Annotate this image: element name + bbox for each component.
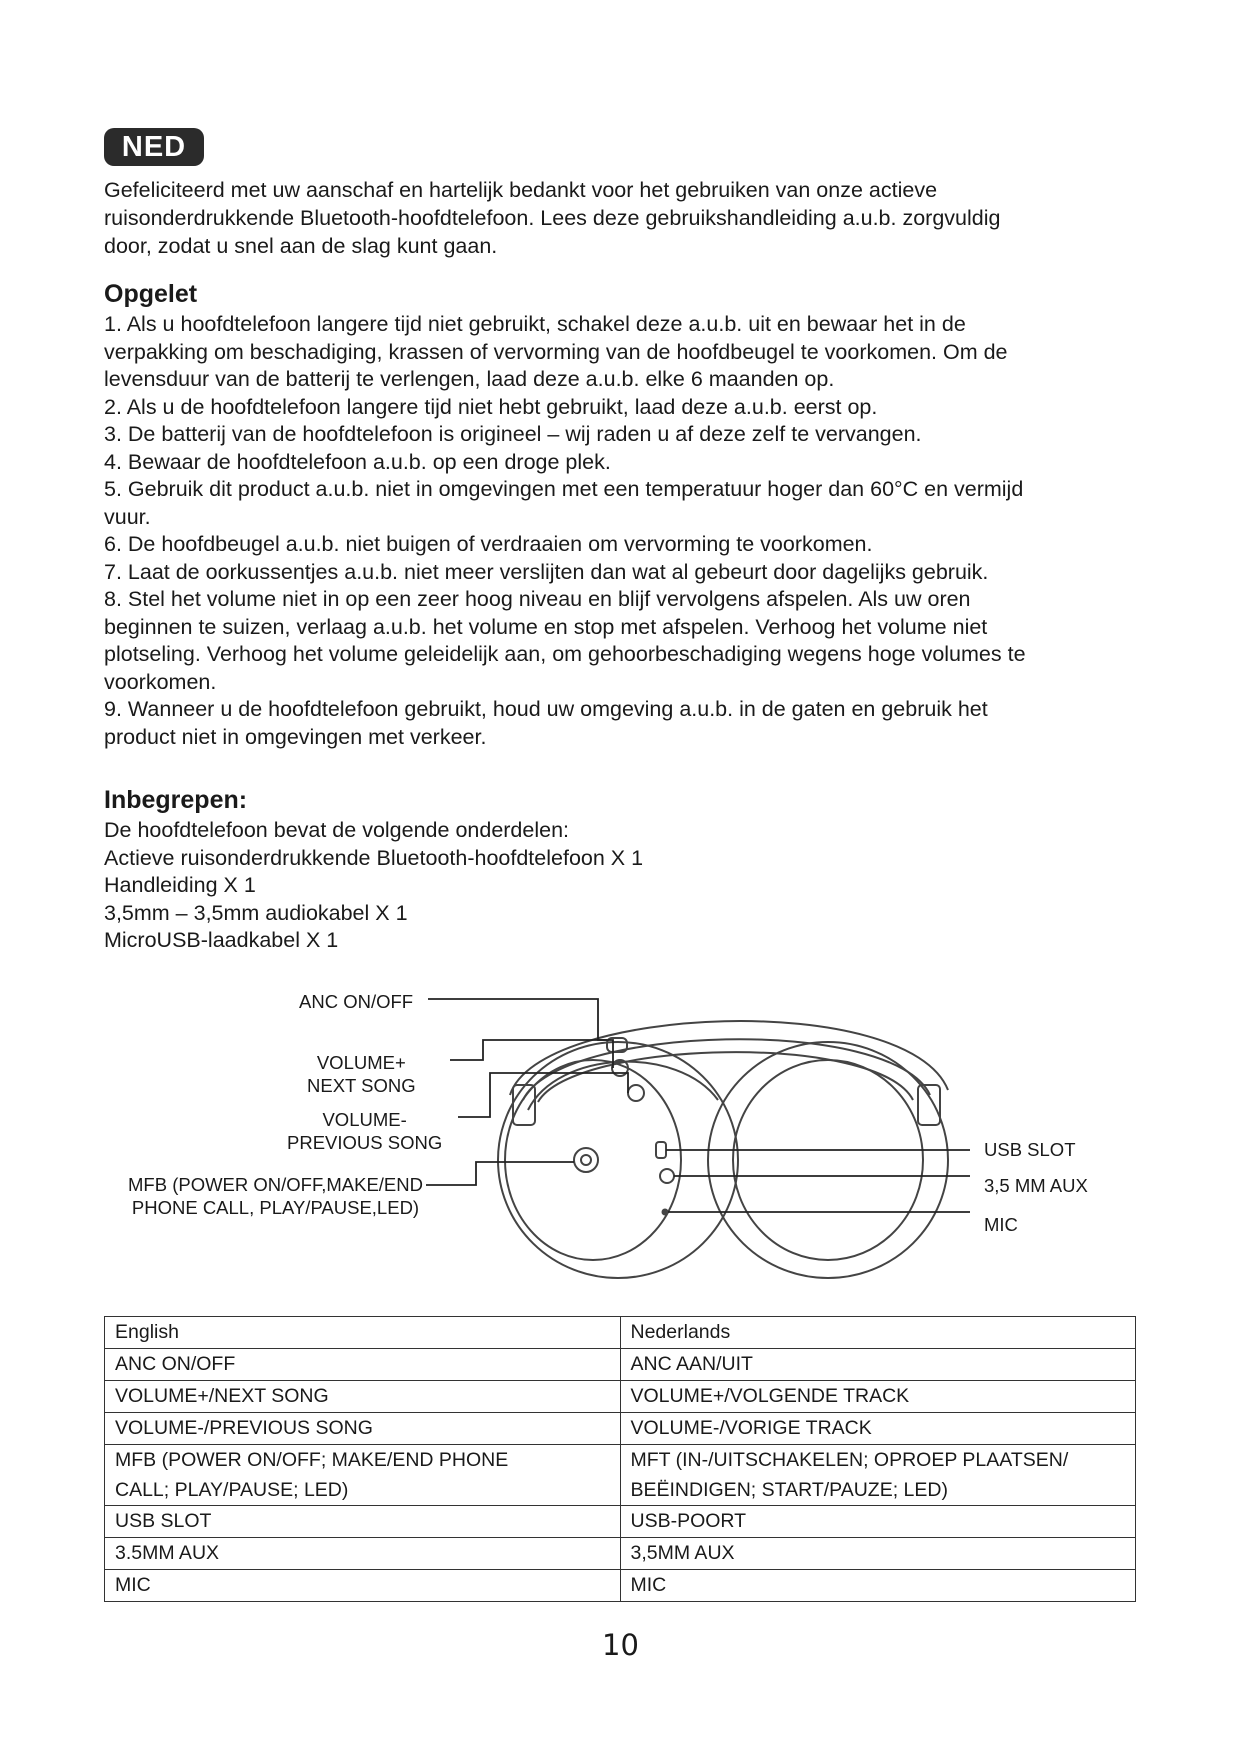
caution-line: 6. De hoofdbeugel a.u.b. niet buigen of verdraaien om vervorming te voorkomen. — [104, 532, 873, 556]
table-cell: USB SLOT — [105, 1506, 621, 1538]
intro-line: door, zodat u snel aan de slag kunt gaan. — [104, 234, 498, 258]
caution-list — [104, 311, 1139, 751]
caution-line: vuur. — [104, 504, 151, 529]
label-mic: MIC — [984, 1214, 1018, 1235]
caution-line: 3. De batterij van de hoofdtelefoon is origineel – wij raden u af deze zelf te vervangen. — [104, 422, 922, 446]
label-mfb-line: MFB (POWER ON/OFF,MAKE/END — [128, 1174, 423, 1195]
included-line: Handleiding X 1 — [104, 873, 256, 897]
label-volume-plus-line: VOLUME+ — [316, 1052, 406, 1073]
table-header-cell: Nederlands — [620, 1317, 1136, 1349]
table-cell: VOLUME-/VORIGE TRACK — [620, 1413, 1136, 1445]
caution-line: voorkomen. — [104, 669, 217, 694]
label-mfb-line: PHONE CALL, PLAY/PAUSE,LED) — [131, 1197, 420, 1218]
table-cell: VOLUME+/NEXT SONG — [105, 1381, 621, 1413]
included-line: 3,5mm – 3,5mm audiokabel X 1 — [104, 900, 408, 925]
table-cell: VOLUME+/VOLGENDE TRACK — [620, 1381, 1136, 1413]
table-row — [105, 1506, 1136, 1538]
table-cell: VOLUME-/PREVIOUS SONG — [105, 1413, 621, 1445]
caution-line: plotseling. Verhoog het volume geleidelijk aan, om gehoorbeschadiging wegens hoge volumes te — [104, 642, 1026, 666]
caution-line: levensduur van de batterij te verlengen, laad deze a.u.b. elke 6 maanden op. — [104, 367, 835, 391]
caution-heading: Opgelet — [104, 280, 198, 308]
included-line: MicroUSB-laadkabel X 1 — [104, 928, 339, 952]
intro-line: Gefeliciteerd met uw aanschaf en hartelijk bedankt voor het gebruiken van onze actieve — [104, 178, 938, 202]
language-badge: NED — [104, 128, 204, 166]
table-cell: ANC AAN/UIT — [620, 1349, 1136, 1381]
caution-line: 4. Bewaar de hoofdtelefoon a.u.b. op een droge plek. — [104, 449, 611, 474]
label-anc: ANC ON/OFF — [299, 991, 414, 1012]
caution-line: verpakking om beschadiging, krassen of vervorming van de hoofdbeugel te voorkomen. Om de — [104, 339, 1008, 364]
table-cell: USB-POORT — [620, 1506, 1136, 1538]
table-row — [105, 1570, 1136, 1602]
table-cell: 3,5MM AUX — [620, 1538, 1136, 1570]
caution-line: beginnen te suizen, verlaag a.u.b. het volume en stop met afspelen. Verhoog het volume niet — [104, 614, 988, 639]
intro-paragraph — [104, 176, 1134, 260]
label-aux: 3,5 MM AUX — [984, 1175, 1088, 1196]
table-cell: MIC — [105, 1570, 621, 1602]
table-cell: ANC ON/OFF — [105, 1349, 621, 1381]
caution-line: 9. Wanneer u de hoofdtelefoon gebruikt, houd uw omgeving a.u.b. in de gaten en gebruik het — [104, 697, 988, 721]
caution-line: 5. Gebruik dit product a.u.b. niet in omgevingen met een temperatuur hoger dan 60°C en vermijd — [104, 477, 1024, 501]
page-number: 10 — [602, 1628, 639, 1662]
label-volume-plus-line: NEXT SONG — [307, 1075, 416, 1096]
included-list — [104, 817, 1004, 955]
caution-line: 8. Stel het volume niet in op een zeer hoog niveau en blijf vervolgens afspelen. Als uw oren — [104, 587, 971, 611]
table-cell-line: CALL; PLAY/PAUSE; LED) — [115, 1479, 349, 1501]
caution-line: 1. Als u hoofdtelefoon langere tijd niet gebruikt, schakel deze a.u.b. uit en bewaar het in de — [104, 312, 966, 336]
included-heading: Inbegrepen: — [104, 786, 248, 814]
included-line: De hoofdtelefoon bevat de volgende onderdelen: — [104, 818, 570, 842]
table-header-cell: English — [105, 1317, 621, 1349]
table-cell — [620, 1445, 1136, 1506]
headphone-illustration — [118, 990, 1118, 1280]
caution-line: product niet in omgevingen met verkeer. — [104, 724, 487, 749]
label-volume-minus-line: PREVIOUS SONG — [287, 1132, 443, 1153]
label-volume-minus — [287, 1108, 442, 1154]
translation-table — [104, 1316, 1136, 1602]
table-row — [105, 1381, 1136, 1413]
caution-line: 7. Laat de oorkussentjes a.u.b. niet meer verslijten dan wat al gebeurt door dagelijks gebruik. — [104, 559, 989, 584]
table-cell-line: MFT (IN-/UITSCHAKELEN; OPROEP PLAATSEN/ — [630, 1449, 1069, 1471]
table-cell — [105, 1445, 621, 1506]
intro-line: ruisonderdrukkende Bluetooth-hoofdtelefoon. Lees deze gebruikshandleiding a.u.b. zorgvuldig — [104, 206, 1001, 230]
caution-line: 2. Als u de hoofdtelefoon langere tijd niet hebt gebruikt, laad deze a.u.b. eerst op. — [104, 394, 878, 419]
headphone-diagram — [118, 990, 1118, 1280]
table-cell-line: BEËINDIGEN; START/PAUZE; LED) — [630, 1479, 948, 1501]
table-row — [105, 1349, 1136, 1381]
table-row — [105, 1413, 1136, 1445]
table-cell: MIC — [620, 1570, 1136, 1602]
table-row — [105, 1445, 1136, 1506]
included-line: Actieve ruisonderdrukkende Bluetooth-hoofdtelefoon X 1 — [104, 845, 644, 870]
table-cell: 3.5MM AUX — [105, 1538, 621, 1570]
label-volume-minus-line: VOLUME- — [322, 1109, 407, 1130]
label-volume-plus — [307, 1051, 416, 1097]
label-usb: USB SLOT — [984, 1139, 1076, 1160]
table-row — [105, 1538, 1136, 1570]
table-cell-line: MFB (POWER ON/OFF; MAKE/END PHONE — [115, 1449, 509, 1471]
label-mfb — [128, 1173, 423, 1219]
table-header-row — [105, 1317, 1136, 1349]
